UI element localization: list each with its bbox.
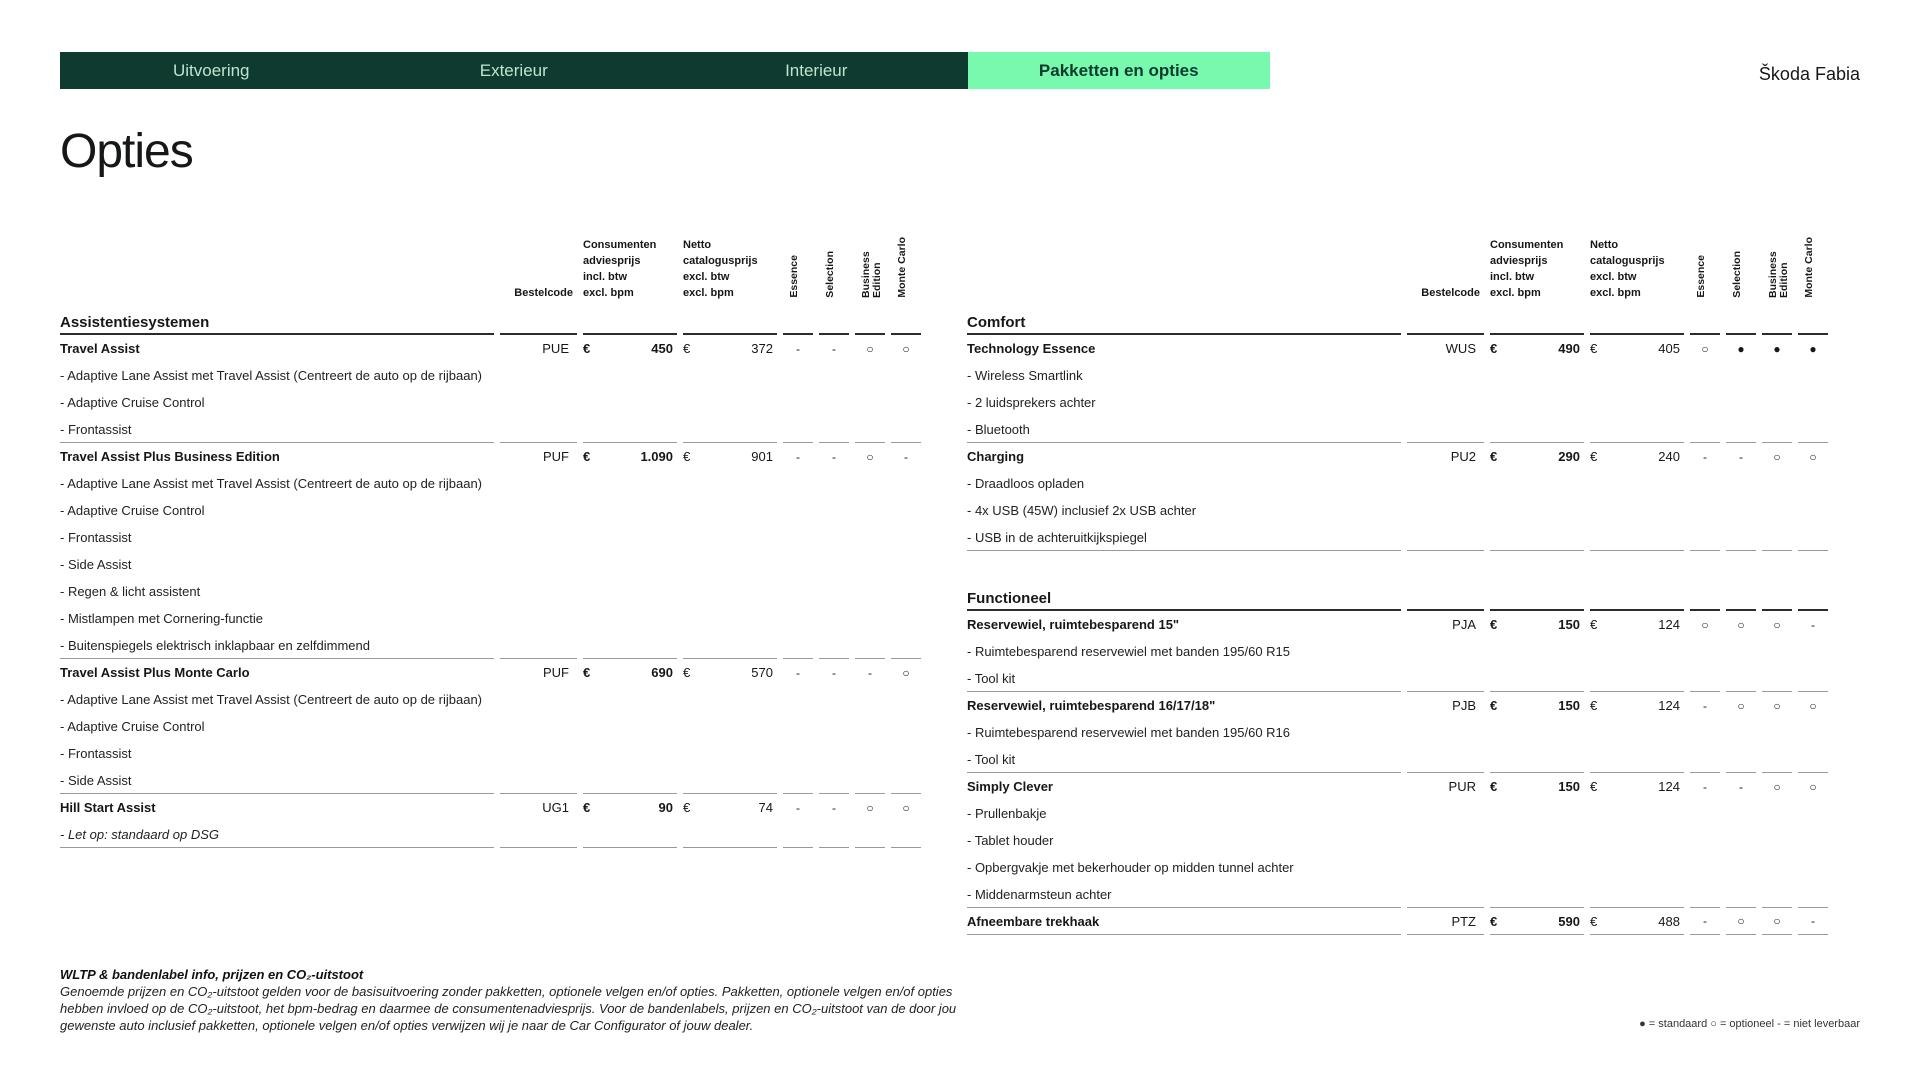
consumer-price	[1490, 773, 1584, 800]
col-nettoprijs	[683, 226, 777, 305]
option-detail-row	[60, 416, 921, 443]
tab-uitvoering[interactable]: Uitvoering	[172, 60, 250, 80]
option-code: WUS	[1445, 341, 1476, 356]
availability-mark: -	[904, 449, 908, 464]
brand-label: Škoda Fabia	[1758, 64, 1860, 84]
column-header-row	[60, 226, 921, 305]
option-code: PUF	[543, 665, 569, 680]
option-detail: - USB in de achteruitkijkspiegel	[967, 524, 1401, 551]
option-name: Technology Essence	[967, 341, 1096, 356]
option-name: Simply Clever	[967, 779, 1053, 794]
option-detail: - Tool kit	[967, 746, 1401, 773]
col-variant	[891, 226, 921, 305]
tab-interieur[interactable]: Interieur	[785, 60, 848, 80]
col-label-line: excl. bpm	[1590, 287, 1641, 299]
tab-pakketten-en-opties[interactable]: Pakketten en opties	[968, 52, 1271, 89]
currency: €	[1490, 617, 1498, 632]
option-detail-row	[967, 665, 1828, 692]
col-variant	[855, 226, 885, 305]
availability-mark: ○	[1773, 779, 1781, 794]
availability-mark: ○	[902, 665, 910, 680]
option-detail: - Ruimtebesparend reservewiel met banden 195/60 R15	[967, 644, 1291, 659]
option-name: Travel Assist Plus Monte Carlo	[60, 665, 250, 680]
currency: €	[583, 449, 591, 464]
netto-price	[1590, 611, 1684, 638]
availability-mark: ○	[1762, 908, 1792, 935]
price-value: 570	[751, 665, 773, 680]
option-detail-row	[967, 524, 1828, 551]
price-value: 590	[1558, 913, 1580, 929]
option-detail: - Adaptive Lane Assist met Travel Assist (Centreert de auto op de rijbaan)	[60, 476, 482, 491]
currency: €	[683, 341, 691, 356]
price-value: 1.090	[640, 449, 673, 464]
availability-mark: ○	[1701, 341, 1709, 356]
option-detail: - Bluetooth	[967, 416, 1401, 443]
option-detail-row	[967, 719, 1828, 746]
netto-price	[683, 659, 777, 686]
col-variant	[1726, 226, 1756, 305]
consumer-price	[1490, 908, 1584, 935]
option-code: UG1	[542, 800, 569, 815]
netto-price	[683, 335, 777, 362]
price-value: 488	[1658, 913, 1680, 929]
availability-mark: ○	[1737, 698, 1745, 713]
option-detail: - Tablet houder	[967, 833, 1054, 848]
consumer-price	[583, 659, 677, 686]
price-value: 372	[751, 341, 773, 356]
option-detail: - Adaptive Cruise Control	[60, 395, 205, 410]
option-detail-row	[60, 524, 921, 551]
col-label-line: excl. btw	[1590, 271, 1637, 283]
availability-mark: -	[832, 449, 836, 464]
option-row	[967, 335, 1828, 362]
option-detail-row	[60, 686, 921, 713]
option-name: Travel Assist Plus Business Edition	[60, 449, 280, 464]
option-detail: - Mistlampen met Cornering-functie	[60, 611, 264, 626]
price-value: 290	[1558, 449, 1580, 464]
option-detail-row	[967, 497, 1828, 524]
netto-price	[683, 794, 777, 821]
currency: €	[1490, 779, 1498, 794]
currency: €	[683, 449, 691, 464]
option-detail: - Adaptive Lane Assist met Travel Assist (Centreert de auto op de rijbaan)	[60, 692, 482, 707]
currency: €	[1590, 913, 1598, 929]
option-name: Reservewiel, ruimtebesparend 15"	[967, 617, 1180, 632]
availability-mark: -	[1703, 449, 1707, 464]
variant-label: Essence	[788, 255, 800, 298]
currency: €	[1590, 449, 1598, 464]
option-row	[967, 692, 1828, 719]
section-header	[967, 581, 1828, 611]
option-detail-row	[60, 362, 921, 389]
availability-mark: ○	[1809, 698, 1817, 713]
col-label-line: excl. btw	[683, 271, 730, 283]
option-detail: - Let op: standaard op DSG	[60, 821, 494, 848]
tab-exterieur[interactable]: Exterieur	[479, 60, 548, 80]
page-title: Opties	[60, 125, 193, 178]
option-detail: - Prullenbakje	[967, 806, 1047, 821]
col-label-line: incl. btw	[1490, 271, 1534, 283]
availability-mark: ○	[866, 800, 874, 815]
option-detail-row	[967, 638, 1828, 665]
option-detail: - Frontassist	[60, 746, 132, 761]
option-detail-row	[967, 827, 1828, 854]
availability-mark: ○	[902, 341, 910, 356]
availability-mark: ○	[1809, 449, 1817, 464]
section-title: Assistentiesystemen	[60, 305, 494, 335]
netto-price	[1590, 692, 1684, 719]
option-row	[967, 611, 1828, 638]
consumer-price	[583, 443, 677, 470]
currency: €	[583, 800, 591, 815]
price-value: 124	[1658, 779, 1680, 794]
section-header	[967, 305, 1828, 335]
option-detail-row	[60, 578, 921, 605]
currency: €	[1590, 341, 1598, 356]
price-value: 690	[651, 665, 673, 680]
option-detail-row	[60, 740, 921, 767]
option-row	[60, 659, 921, 686]
consumer-price	[583, 335, 677, 362]
variant-label: Business Edition	[1767, 251, 1790, 298]
price-value: 490	[1558, 341, 1580, 356]
option-detail-row	[60, 497, 921, 524]
option-detail: - Tool kit	[967, 665, 1401, 692]
col-label-line: excl. bpm	[683, 287, 734, 299]
col-label-line: adviesprijs	[583, 255, 641, 267]
option-row	[60, 794, 921, 821]
option-detail-row	[60, 389, 921, 416]
option-detail: - Side Assist	[60, 557, 132, 572]
col-bestelcode: Bestelcode	[1421, 287, 1480, 299]
availability-mark: ○	[1773, 698, 1781, 713]
availability-mark: -	[832, 665, 836, 680]
col-label-line: excl. bpm	[583, 287, 634, 299]
currency: €	[583, 341, 591, 356]
availability-mark: -	[832, 341, 836, 356]
currency: €	[583, 665, 591, 680]
section-tabs	[60, 52, 1270, 89]
option-row	[60, 335, 921, 362]
option-detail: - Buitenspiegels elektrisch inklapbaar en zelfdimmend	[60, 632, 494, 659]
consumer-price	[1490, 443, 1584, 470]
option-detail-row	[60, 767, 921, 794]
col-label-line: Netto	[1590, 239, 1619, 251]
option-code: PUE	[542, 341, 569, 356]
netto-price	[1590, 335, 1684, 362]
price-value: 150	[1558, 779, 1580, 794]
availability-mark: ●	[1809, 341, 1817, 356]
footer-title: WLTP & bandenlabel info, prijzen en CO₂-uitstoot	[60, 967, 364, 982]
currency: €	[1490, 341, 1498, 356]
availability-mark: -	[1739, 449, 1743, 464]
option-name: Travel Assist	[60, 341, 140, 356]
availability-mark: -	[796, 665, 800, 680]
option-code: PU2	[1450, 449, 1476, 464]
price-value: 90	[658, 800, 673, 815]
currency: €	[1590, 698, 1598, 713]
option-detail: - Regen & licht assistent	[60, 584, 201, 599]
col-nettoprijs	[1590, 226, 1684, 305]
option-detail: - Frontassist	[60, 416, 494, 443]
price-value: 150	[1558, 698, 1580, 713]
price-value: 450	[651, 341, 673, 356]
variant-label: Monte Carlo	[896, 237, 908, 298]
netto-price	[1590, 443, 1684, 470]
availability-mark: -	[796, 341, 800, 356]
price-value: 405	[1658, 341, 1680, 356]
availability-mark: -	[796, 800, 800, 815]
option-detail: - Frontassist	[60, 530, 132, 545]
availability-mark: ○	[866, 341, 874, 356]
availability-mark: ○	[1737, 617, 1745, 632]
option-detail-row	[60, 713, 921, 740]
option-detail: - Ruimtebesparend reservewiel met banden 195/60 R16	[967, 725, 1291, 740]
col-label-line: catalogusprijs	[683, 255, 758, 267]
availability-mark: -	[796, 449, 800, 464]
price-value: 240	[1658, 449, 1680, 464]
col-label-line: incl. btw	[583, 271, 627, 283]
option-row	[967, 908, 1828, 935]
option-name: Reservewiel, ruimtebesparend 16/17/18"	[967, 698, 1216, 713]
col-label-line: adviesprijs	[1490, 255, 1548, 267]
option-detail: - Draadloos opladen	[967, 476, 1085, 491]
currency: €	[1490, 449, 1498, 464]
option-detail: - 2 luidsprekers achter	[967, 395, 1096, 410]
availability-mark: -	[1703, 779, 1707, 794]
column-header-row	[967, 226, 1828, 305]
consumer-price	[1490, 692, 1584, 719]
footer-note	[60, 966, 960, 1034]
option-code: PTZ	[1407, 908, 1484, 935]
col-variant	[1690, 226, 1720, 305]
price-value: 124	[1658, 617, 1680, 632]
option-code: PJA	[1452, 617, 1476, 632]
option-detail: - Opbergvakje met bekerhouder op midden tunnel achter	[967, 860, 1294, 875]
availability-mark: ○	[1726, 908, 1756, 935]
option-detail-row	[967, 416, 1828, 443]
variant-label: Business Edition	[860, 251, 883, 298]
option-detail: - Adaptive Lane Assist met Travel Assist (Centreert de auto op de rijbaan)	[60, 368, 482, 383]
col-variant	[783, 226, 813, 305]
col-variant	[1798, 226, 1828, 305]
col-label-line: catalogusprijs	[1590, 255, 1665, 267]
options-table-right	[967, 226, 1828, 935]
option-detail: - Side Assist	[60, 767, 494, 794]
option-detail-row	[967, 470, 1828, 497]
option-detail-row	[60, 821, 921, 848]
col-label-line: Consumenten	[583, 239, 657, 251]
option-row	[967, 773, 1828, 800]
availability-mark: -	[868, 665, 872, 680]
availability-mark: -	[1690, 908, 1720, 935]
availability-mark: ○	[902, 800, 910, 815]
option-name: Charging	[967, 449, 1025, 464]
availability-mark: ○	[1773, 617, 1781, 632]
availability-mark: -	[1703, 698, 1707, 713]
col-label-line: excl. bpm	[1490, 287, 1541, 299]
option-code: PUF	[543, 449, 569, 464]
variant-label: Monte Carlo	[1803, 237, 1815, 298]
price-value: 124	[1658, 698, 1680, 713]
col-label-line: Netto	[683, 239, 712, 251]
availability-mark: ○	[1701, 617, 1709, 632]
netto-price	[1590, 908, 1684, 935]
availability-mark: ○	[866, 449, 874, 464]
price-value: 150	[1558, 617, 1580, 632]
col-label-line: Consumenten	[1490, 239, 1564, 251]
currency: €	[1490, 698, 1498, 713]
options-table-left	[60, 226, 921, 848]
col-consumentenprijs	[583, 226, 677, 305]
option-name: Hill Start Assist	[60, 800, 156, 815]
option-detail: - Adaptive Cruise Control	[60, 719, 205, 734]
option-detail-row	[967, 389, 1828, 416]
currency: €	[683, 800, 691, 815]
currency: €	[683, 665, 691, 680]
option-detail-row	[967, 746, 1828, 773]
availability-mark: -	[1811, 617, 1815, 632]
consumer-price	[1490, 611, 1584, 638]
option-row	[60, 443, 921, 470]
option-detail: - Wireless Smartlink	[967, 368, 1083, 383]
price-value: 901	[751, 449, 773, 464]
col-variant	[819, 226, 849, 305]
option-detail-row	[60, 605, 921, 632]
variant-label: Selection	[824, 251, 836, 298]
availability-mark: ●	[1773, 341, 1781, 356]
option-detail-row	[967, 881, 1828, 908]
option-code: PUR	[1448, 779, 1476, 794]
currency: €	[1490, 913, 1498, 929]
consumer-price	[1490, 335, 1584, 362]
section-title: Comfort	[967, 305, 1401, 335]
option-detail-row	[967, 800, 1828, 827]
variant-label: Essence	[1695, 255, 1707, 298]
availability-mark: -	[832, 800, 836, 815]
netto-price	[683, 443, 777, 470]
availability-mark: -	[1739, 779, 1743, 794]
option-code: PJB	[1452, 698, 1476, 713]
option-detail: - Adaptive Cruise Control	[60, 503, 205, 518]
option-row	[967, 443, 1828, 470]
col-bestelcode: Bestelcode	[514, 287, 573, 299]
availability-mark: ○	[1773, 449, 1781, 464]
option-detail-row	[60, 551, 921, 578]
variant-label: Selection	[1731, 251, 1743, 298]
consumer-price	[583, 794, 677, 821]
availability-mark: ○	[1809, 779, 1817, 794]
legend: ● = standaard ○ = optioneel - = niet leverbaar	[1639, 1018, 1860, 1030]
option-detail: - 4x USB (45W) inclusief 2x USB achter	[967, 503, 1197, 518]
option-detail-row	[60, 632, 921, 659]
option-detail-row	[967, 854, 1828, 881]
option-name: Afneembare trekhaak	[967, 908, 1401, 935]
col-consumentenprijs	[1490, 226, 1584, 305]
option-detail: - Middenarmsteun achter	[967, 881, 1401, 908]
section-title: Functioneel	[967, 581, 1401, 611]
option-detail-row	[60, 470, 921, 497]
availability-mark: ●	[1737, 341, 1745, 356]
currency: €	[1590, 617, 1598, 632]
col-variant	[1762, 226, 1792, 305]
currency: €	[1590, 779, 1598, 794]
option-detail-row	[967, 362, 1828, 389]
availability-mark: -	[1798, 908, 1828, 935]
price-value: 74	[758, 800, 773, 815]
netto-price	[1590, 773, 1684, 800]
footer-text: Genoemde prijzen en CO₂-uitstoot gelden voor de basisuitvoering zonder pakketten, optionele velgen en/of opties. Pakketten, optionele velgen en/of opties hebben invloed op de CO₂-uitstoot, het bpm-bedrag en daarmee de consumentenadviesprijs. Voor de bandenlabels, prijzen en CO₂-uitstoot van de door jou gewenste auto inclusief pakketten, optionele velgen en/of opties verwijzen wij je naar de Car Configurator of jouw dealer.	[60, 984, 957, 1033]
section-header	[60, 305, 921, 335]
